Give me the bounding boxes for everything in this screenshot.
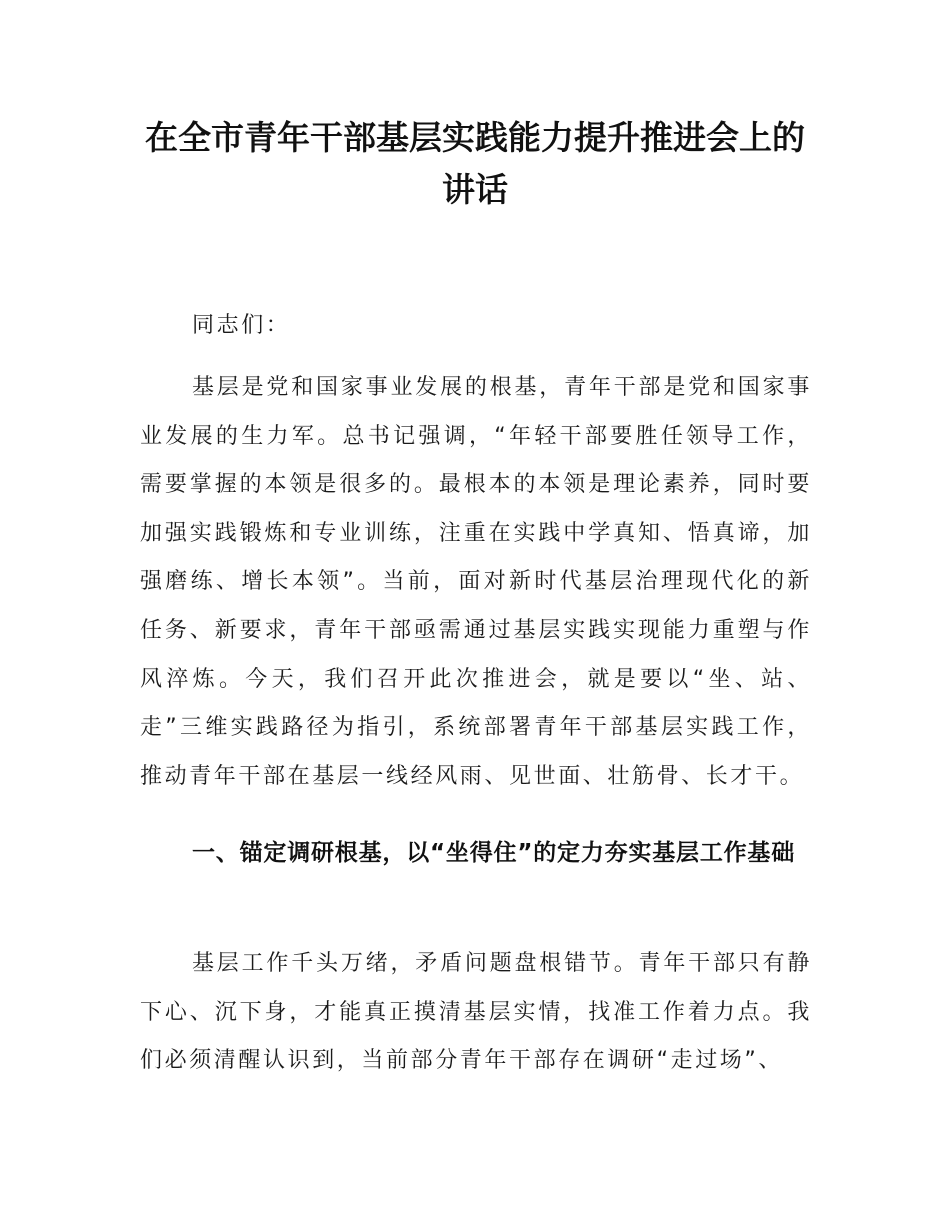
document-title: 在全市青年干部基层实践能力提升推进会上的讲话 xyxy=(145,118,805,209)
paragraph-section-1: 基层工作千头万绪，矛盾问题盘根错节。青年干部只有静下心、沉下身，才能真正摸清基层实情，找准工作着力点。我们必须清醒认识到，当前部分青年干部存在调研“走过场”、 xyxy=(140,951,812,1074)
section-heading: 一、锚定调研根基，以“坐得住”的定力夯实基层工作基础 xyxy=(192,840,796,866)
paragraph-intro: 基层是党和国家事业发展的根基，青年干部是党和国家事业发展的生力军。总书记强调，“年轻干部要胜任领导工作，需要掌握的本领是很多的。最根本的本领是理论素养，同时要加强实践锻炼和专业训练，注重在实践中学真知、悟真谛，加强磨练、增长本领”。当前，面对新时代基层治理现代化的新任务、新要求，青年干部亟需通过基层实践实现能力重塑与作风淬炼。今天，我们召开此次推进会，就是要以“坐、站、走”三维实践路径为指引，系统部署青年干部基层实践工作，推动青年干部在基层一线经风雨、见世面、壮筋骨、长才干。 xyxy=(140,375,812,789)
salutation: 同志们： xyxy=(192,313,291,338)
